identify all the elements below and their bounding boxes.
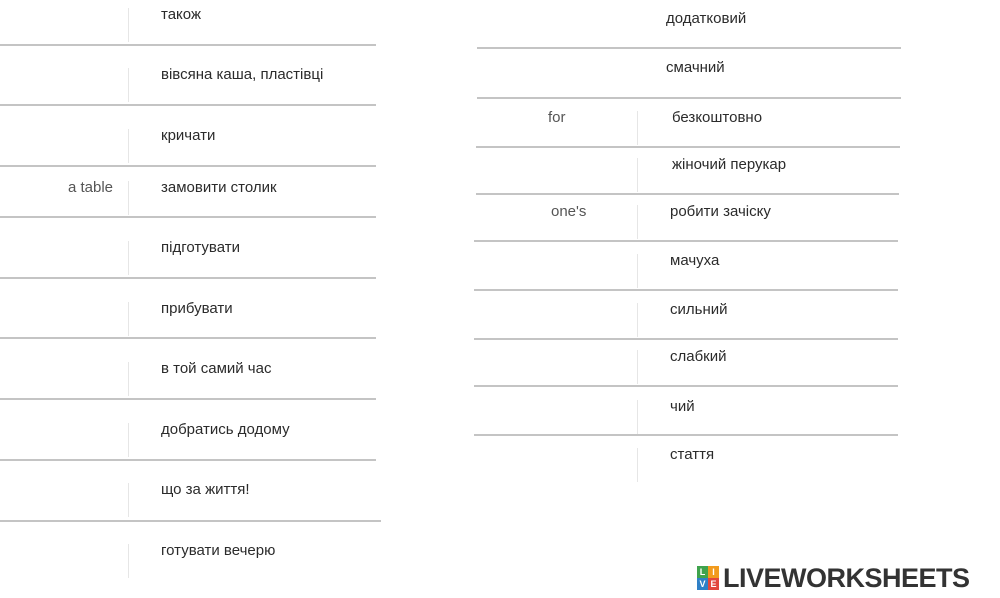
logo-letter-v: V: [697, 578, 708, 590]
row-divider: [0, 165, 376, 167]
ukrainian-translation: стаття: [670, 446, 715, 463]
cell-separator: [128, 181, 129, 215]
ukrainian-translation: замовити столик: [161, 179, 277, 196]
cell-separator: [128, 423, 129, 457]
logo-letter-l: L: [697, 566, 708, 578]
ukrainian-translation: робити зачіску: [670, 203, 771, 220]
cell-separator: [128, 302, 129, 336]
row-divider: [0, 104, 376, 106]
cell-separator: [128, 68, 129, 102]
cell-separator: [128, 241, 129, 275]
cell-separator: [637, 254, 638, 288]
ukrainian-translation: також: [161, 6, 201, 23]
cell-separator: [637, 400, 638, 434]
row-divider: [0, 337, 376, 339]
cell-separator: [637, 158, 638, 192]
ukrainian-translation: жіночий перукар: [672, 156, 787, 173]
cell-separator: [128, 8, 129, 42]
ukrainian-translation: підготувати: [161, 239, 240, 256]
cell-separator: [128, 129, 129, 163]
ukrainian-translation: кричати: [161, 127, 216, 144]
ukrainian-translation: смачний: [666, 59, 725, 76]
cell-separator: [637, 448, 638, 482]
logo-letter-e: E: [708, 578, 719, 590]
ukrainian-translation: мачуха: [670, 252, 720, 269]
row-divider: [474, 338, 898, 340]
row-divider: [474, 289, 898, 291]
row-divider: [0, 459, 376, 461]
ukrainian-translation: прибувати: [161, 300, 233, 317]
ukrainian-translation: добратись додому: [161, 421, 290, 438]
ukrainian-translation: чий: [670, 398, 695, 415]
cell-separator: [128, 544, 129, 578]
cell-separator: [637, 111, 638, 145]
liveworksheets-logo: [697, 563, 970, 593]
logo-letter-i: I: [708, 566, 719, 578]
ukrainian-translation: готувати вечерю: [161, 542, 276, 559]
ukrainian-translation: слабкий: [670, 348, 727, 365]
ukrainian-translation: безкоштовно: [672, 109, 763, 126]
row-divider: [0, 398, 376, 400]
cell-separator: [637, 205, 638, 239]
logo-text: LIVEWORKSHEETS: [723, 563, 970, 593]
ukrainian-translation: додатковий: [666, 10, 747, 27]
row-divider: [474, 385, 898, 387]
ukrainian-translation: в той самий час: [161, 360, 272, 377]
english-phrase-part: one's: [551, 203, 587, 220]
row-divider: [474, 240, 898, 242]
cell-separator: [128, 362, 129, 396]
ukrainian-translation: сильний: [670, 301, 728, 318]
logo-icon: [697, 566, 719, 590]
ukrainian-translation: що за життя!: [161, 481, 250, 498]
row-divider: [477, 47, 901, 49]
row-divider: [476, 193, 899, 195]
row-divider: [477, 97, 901, 99]
ukrainian-translation: вівсяна каша, пластівці: [161, 66, 324, 83]
row-divider: [0, 520, 381, 522]
english-phrase-part: for: [548, 109, 566, 126]
row-divider: [476, 146, 900, 148]
cell-separator: [637, 303, 638, 337]
cell-separator: [128, 483, 129, 517]
row-divider: [0, 216, 376, 218]
cell-separator: [637, 350, 638, 384]
row-divider: [0, 277, 376, 279]
english-phrase-part: a table: [67, 179, 113, 196]
row-divider: [0, 44, 376, 46]
row-divider: [474, 434, 898, 436]
